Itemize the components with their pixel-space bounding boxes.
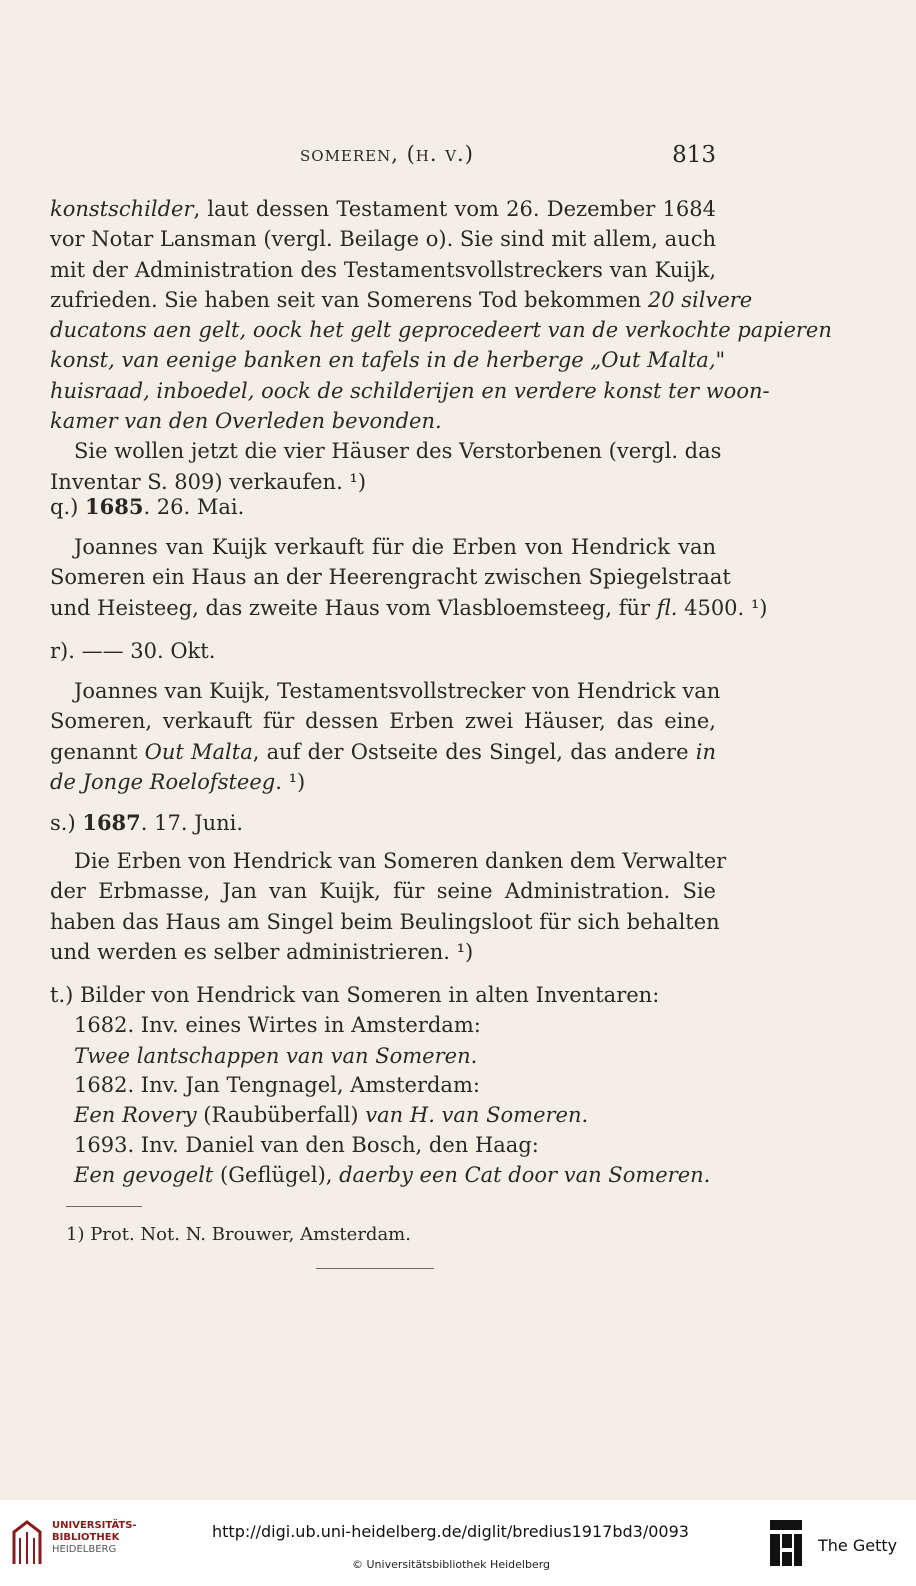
text-line: und werden es selber administrieren. ¹)	[50, 939, 474, 964]
inventory-title: Een gevogelt (Geflügel), daerby een Cat door van Someren.	[74, 1163, 711, 1188]
inventory-entry: 1682. Inv. Jan Tengnagel, Amsterdam:	[74, 1073, 480, 1097]
text-line: der Erbmasse, Jan van Kuijk, für seine Administration. Sie	[50, 879, 716, 904]
text-line: vor Notar Lansman (vergl. Beilage o). Sie sind mit allem, auch	[50, 227, 716, 252]
entry-heading: q.) 1685. 26. Mai.	[50, 494, 245, 519]
page-number: 813	[672, 142, 716, 168]
page-header	[0, 142, 916, 176]
running-title: someren, (h. v.)	[300, 142, 474, 166]
entry-q-text	[50, 532, 768, 623]
text-line: Joannes van Kuijk verkauft für die Erben von Hendrick van	[74, 535, 716, 559]
university-name: UNIVERSITÄTS- BIBLIOTHEK HEIDELBERG	[52, 1520, 137, 1555]
inventory-entry: 1682. Inv. eines Wirtes in Amsterdam:	[74, 1013, 481, 1038]
text-line: kamer van den Overleden bevonden.	[50, 409, 442, 434]
text-line: ducatons aen gelt, oock het gelt geprocedeert van de verkochte papieren	[50, 318, 832, 343]
text-line: Sie wollen jetzt die vier Häuser des Verstorbenen (vergl. das	[74, 439, 722, 464]
text-line: und Heisteeg, das zweite Haus vom Vlasbloemsteeg, für fl. 4500. ¹)	[50, 595, 768, 620]
inventory-entry: 1693. Inv. Daniel van den Bosch, den Haag:	[74, 1133, 539, 1157]
entry-q	[50, 492, 716, 522]
text-line: konstschilder, laut dessen Testament vom 26. Dezember 1684	[50, 197, 716, 221]
entry-heading: t.) Bilder von Hendrick van Someren in alten Inventaren:	[50, 983, 660, 1007]
permalink-url[interactable]: http://digi.ub.uni-heidelberg.de/diglit/bredius1917bd3/0093	[212, 1522, 689, 1541]
text-line: Joannes van Kuijk, Testamentsvollstrecker von Hendrick van	[74, 679, 721, 703]
footnote: 1) Prot. Not. N. Brouwer, Amsterdam.	[66, 1224, 411, 1245]
text-line: Someren ein Haus an der Heerengracht zwischen Spiegelstraat	[50, 565, 731, 590]
inventory-title: Twee lantschappen van van Someren.	[74, 1043, 478, 1068]
text-line: de Jonge Roelofsteeg. ¹)	[50, 769, 306, 794]
entry-heading: s.) 1687. 17. Juni.	[50, 810, 244, 835]
copyright-notice: © Universitätsbibliothek Heidelberg	[352, 1558, 551, 1571]
entry-heading: r). —— 30. Okt.	[50, 639, 216, 663]
entry-s-text	[50, 846, 727, 967]
entry-t	[50, 980, 716, 1071]
inventory-title: Een Rovery (Raubüberfall) van H. van Someren.	[74, 1103, 589, 1128]
text-line: huisraad, inboedel, oock de schilderijen en verdere konst ter woon-	[50, 378, 770, 403]
paragraph-testament	[50, 194, 832, 497]
text-line: mit der Administration des Testamentsvollstreckers van Kuijk,	[50, 257, 716, 282]
partner-name: The Getty	[818, 1536, 898, 1555]
university-logo-icon	[10, 1518, 44, 1568]
text-line: Inventar S. 809) verkaufen. ¹)	[50, 469, 367, 494]
text-line: konst, van eenige banken en tafels in de herberge „Out Malta,"	[50, 348, 726, 373]
text-line: zufrieden. Sie haben seit van Somerens Tod bekommen 20 silvere	[50, 287, 753, 312]
text-line: Die Erben von Hendrick van Someren danken dem Verwalter	[74, 849, 727, 873]
text-line: Someren, verkauft für dessen Erben zwei Häuser, das eine,	[50, 709, 716, 734]
entry-t-2	[50, 1070, 716, 1131]
viewer-footer	[0, 1500, 916, 1586]
entry-s	[50, 808, 716, 838]
entry-r	[50, 636, 716, 666]
text-line: genannt Out Malta, auf der Ostseite des Singel, das andere in	[50, 739, 716, 764]
closing-rule	[316, 1268, 434, 1269]
getty-logo-icon	[768, 1518, 804, 1568]
entry-t-3	[50, 1130, 716, 1191]
text-line: haben das Haus am Singel beim Beulingsloot für sich behalten	[50, 909, 720, 934]
entry-r-text	[50, 676, 721, 797]
footnote-rule	[66, 1206, 142, 1207]
